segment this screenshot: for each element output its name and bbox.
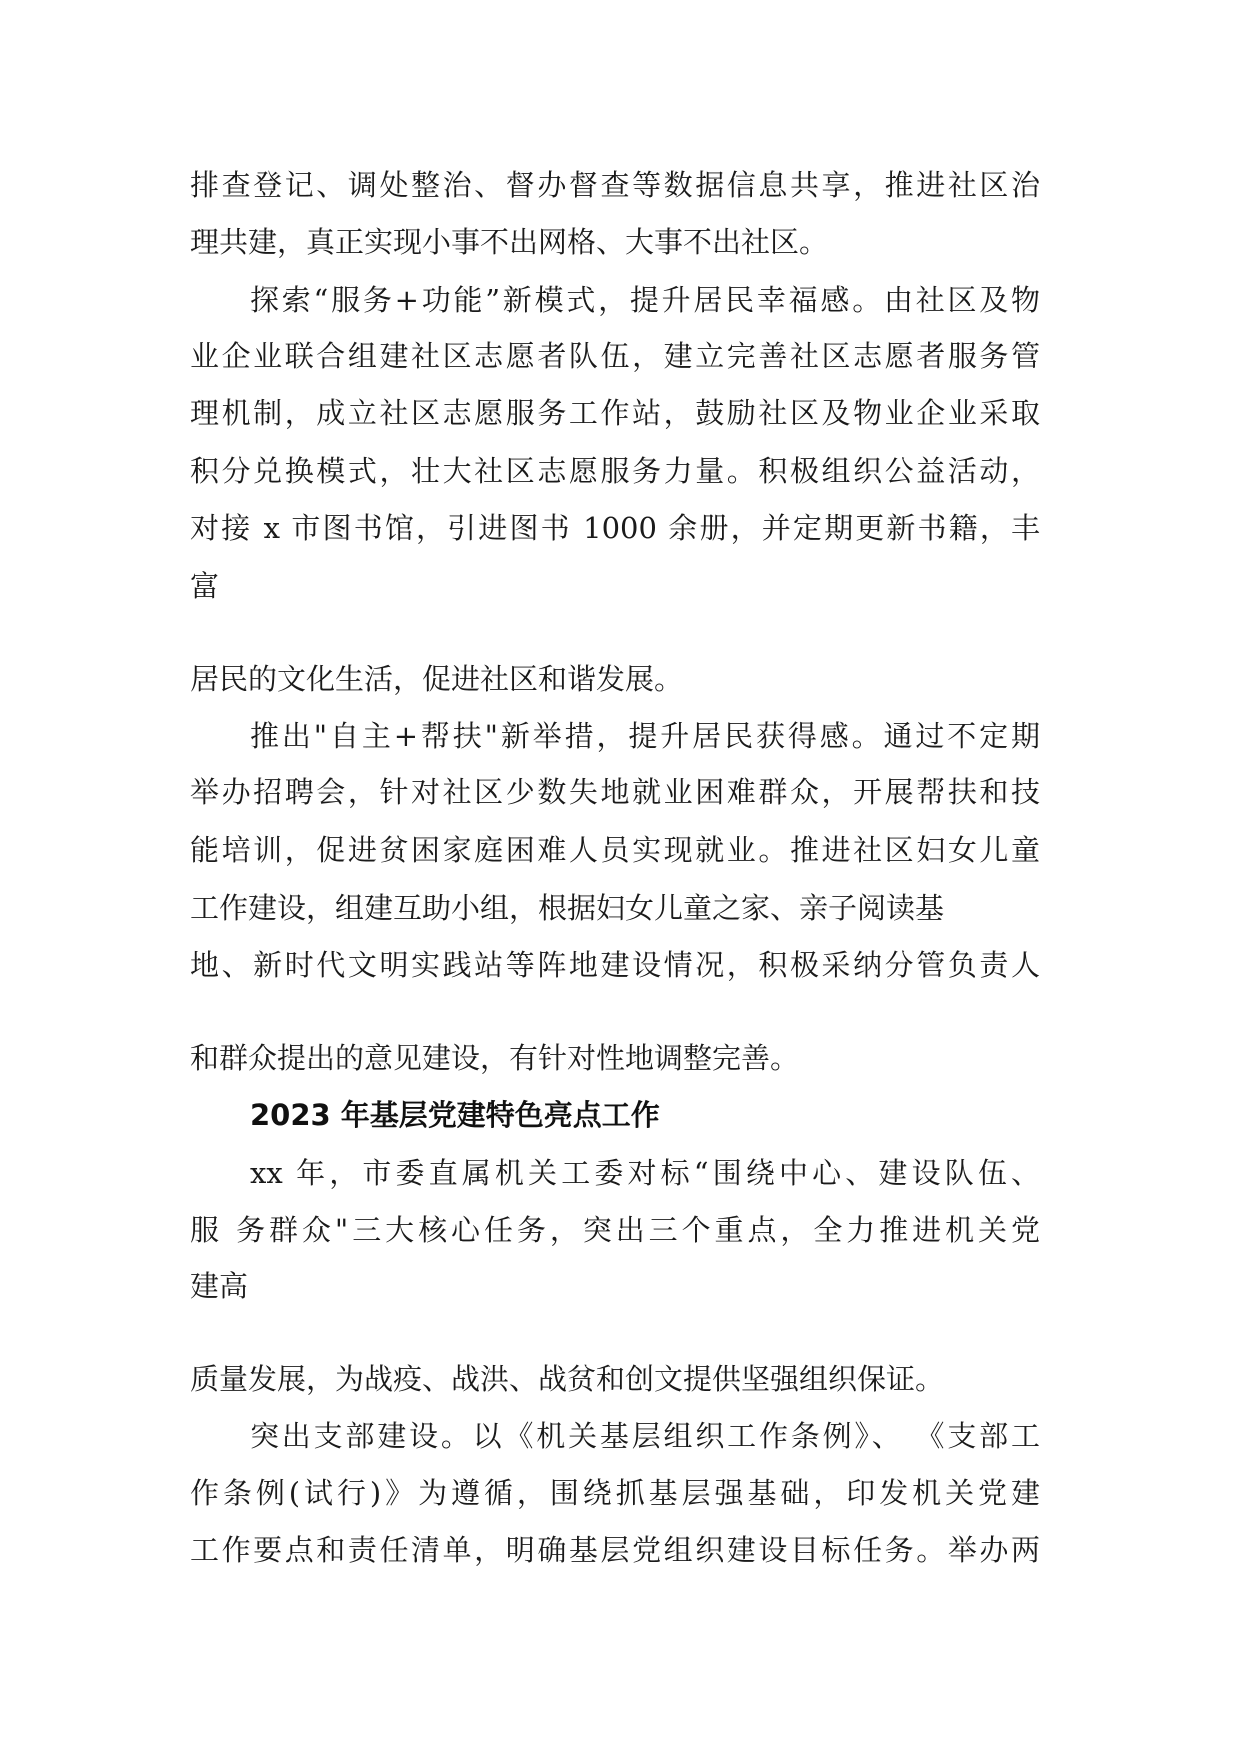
paragraph-line: 建高	[190, 1269, 249, 1303]
paragraph-line: 作条例(试行)》为遵循，围绕抓基层强基础，印发机关党建	[190, 1476, 1040, 1510]
section-heading: 2023 年基层党建特色亮点工作	[250, 1098, 660, 1132]
paragraph-first-line: 推出"自主+帮扶"新举措，提升居民获得感。通过不定期	[250, 719, 1040, 753]
paragraph-first-line: xx 年，市委直属机关工委对标“围绕中心、建设队伍、	[250, 1156, 1040, 1190]
paragraph-line: 理机制，成立社区志愿服务工作站，鼓励社区及物业企业采取	[190, 396, 1040, 430]
paragraph-line: 举办招聘会，针对社区少数失地就业困难群众，开展帮扶和技	[190, 775, 1040, 809]
paragraph-line: 居民的文化生活，促进社区和谐发展。	[190, 662, 684, 696]
paragraph-line: 服 务群众"三大核心任务，突出三个重点，全力推进机关党	[190, 1213, 1040, 1247]
paragraph-line: 业企业联合组建社区志愿者队伍，建立完善社区志愿者服务管	[190, 339, 1040, 373]
paragraph-line: 积分兑换模式，壮大社区志愿服务力量。积极组织公益活动，	[190, 454, 1040, 488]
paragraph-line: 地、新时代文明实践站等阵地建设情况，积极采纳分管负责人	[190, 948, 1040, 982]
paragraph-first-line: 突出支部建设。以《机关基层组织工作条例》、 《支部工	[250, 1419, 1040, 1453]
paragraph-line: 工作要点和责任清单，明确基层党组织建设目标任务。举办两	[190, 1533, 1040, 1567]
paragraph-line: 质量发展，为战疫、战洪、战贫和创文提供坚强组织保证。	[190, 1362, 945, 1396]
paragraph-first-line: 探索“服务+功能”新模式，提升居民幸福感。由社区及物	[250, 283, 1040, 317]
paragraph-line: 和群众提出的意见建设，有针对性地调整完善。	[190, 1041, 800, 1075]
paragraph-line: 能培训，促进贫困家庭困难人员实现就业。推进社区妇女儿童	[190, 833, 1040, 867]
paragraph-line: 对接 x 市图书馆，引进图书 1000 余册，并定期更新书籍，丰	[190, 511, 1040, 545]
paragraph-line: 排查登记、调处整治、督办督查等数据信息共享，推进社区治	[190, 168, 1040, 202]
paragraph-line: 富	[190, 569, 220, 603]
paragraph-line: 理共建，真正实现小事不出网格、大事不出社区。	[190, 225, 829, 259]
paragraph-line: 工作建设，组建互助小组，根据妇女儿童之家、亲子阅读基	[190, 891, 945, 925]
